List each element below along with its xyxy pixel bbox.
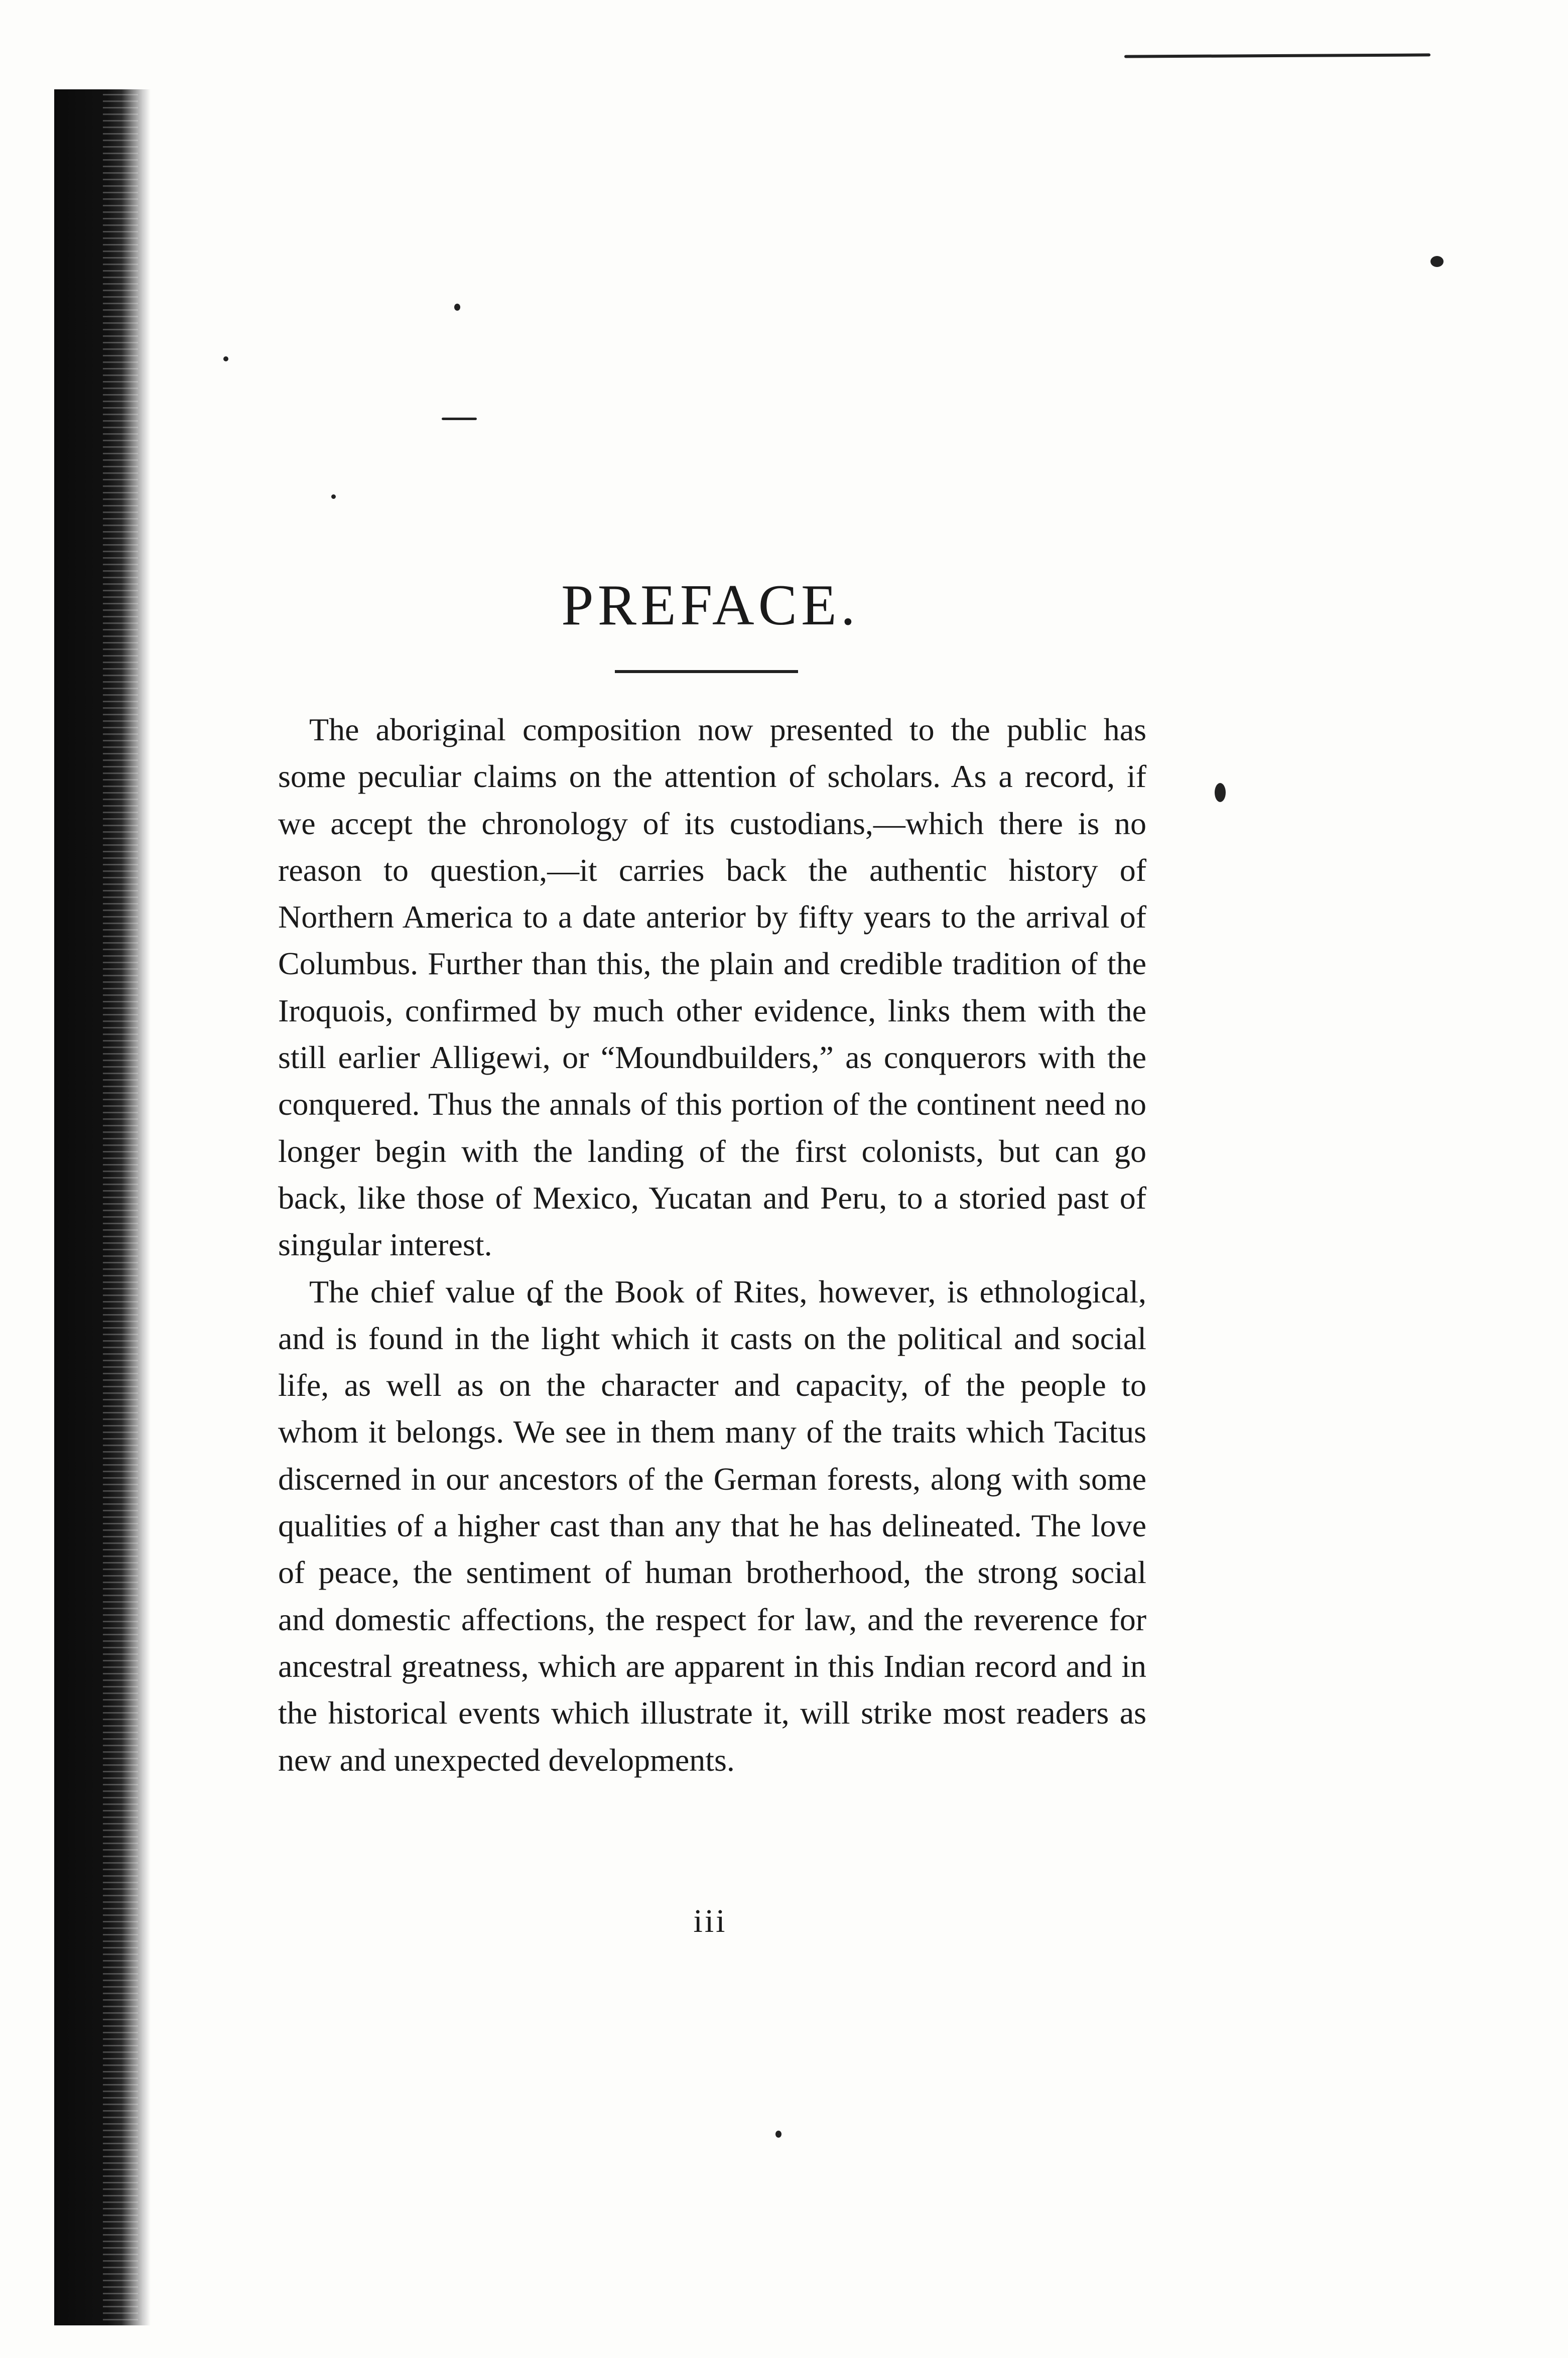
- preface-body: [278, 706, 1146, 1783]
- print-speck: [331, 494, 336, 499]
- print-speck: [1430, 256, 1444, 267]
- print-speck: [1215, 783, 1226, 802]
- print-speck: [442, 418, 477, 420]
- paragraph: The aboriginal composition now presented to the public has some peculiar claims on the attention of scholars. As a record, if we accept the chronology of its custodians,—which there is no reason to question,—it carries back the authentic history of Northern America to a date anterior by fifty years to the arrival of Columbus. Further than this, the plain and credible tradition of the Iroquois, confirmed by much other evidence, links them with the still earlier Alligewi, or “Moundbuilders,” as conquerors with the conquered. Thus the annals of this portion of the continent need no longer begin with the landing of the first colonists, but can go back, like those of Mexico, Yucatan and Peru, to a storied past of singular interest.: [278, 712, 1146, 1263]
- page-title: PREFACE.: [561, 573, 859, 637]
- print-speck: [454, 304, 460, 311]
- paragraph: The chief value of the Book of Rites, however, is ethnological, and is found in the light which it casts on the political and social life, as well as on the character and capacity, of the people to whom it belongs. We see in them many of the traits which Tacitus discerned in our ancestors of the German forests, along with some qualities of a higher cast than any that he has delineated. The love of peace, the sentiment of human brotherhood, the strong social and domestic affections, the respect for law, and the reverence for ancestral greatness, which are apparent in this Indian record and in the historical events which illustrate it, will strike most readers as new and unexpected developments.: [278, 1273, 1146, 1778]
- page-number: iii: [693, 1903, 727, 1939]
- print-speck: [775, 2131, 781, 2138]
- binding-texture: [103, 89, 138, 2325]
- print-speck: [223, 356, 228, 361]
- title-underline: [615, 670, 798, 673]
- top-edge-mark: [1124, 53, 1430, 58]
